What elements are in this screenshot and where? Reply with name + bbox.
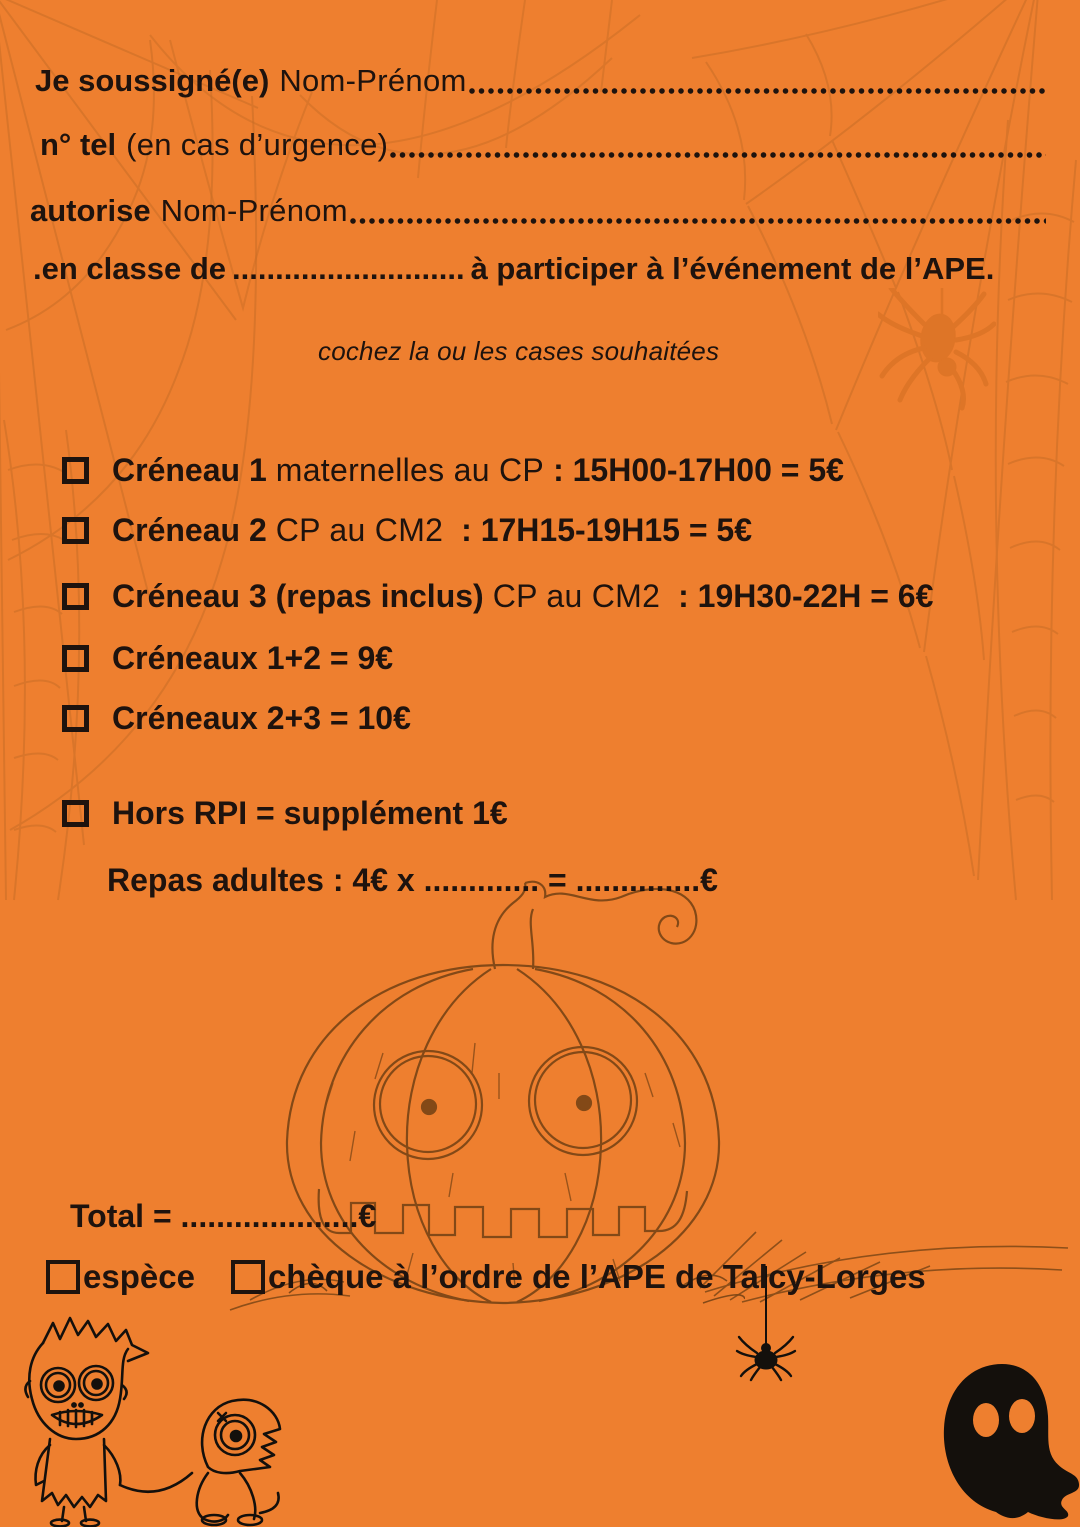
total-line: Total = ....................€ — [70, 1198, 377, 1234]
option-label: Créneaux 2+3 = 10€ — [112, 700, 411, 736]
authorize-label: autorise — [30, 193, 151, 228]
option-row-hors-rpi — [62, 795, 508, 832]
checkbox-creneaux-2-3[interactable] — [62, 705, 89, 732]
zombie-with-pet-icon — [8, 1315, 308, 1527]
phone-hint: (en cas d’urgence) — [126, 127, 389, 162]
form-line-class — [33, 250, 994, 289]
checkbox-creneau-1[interactable] — [62, 457, 89, 484]
phone-label: n° tel — [40, 127, 117, 162]
option-row-creneaux-2-3 — [62, 700, 411, 737]
payment-line — [46, 1258, 926, 1296]
spider-icon — [878, 288, 996, 420]
phone-blank — [390, 152, 1046, 158]
form-line-authorize — [30, 192, 1046, 231]
checkbox-creneau-3[interactable] — [62, 583, 89, 610]
option-detail: CP au CM2 — [492, 578, 661, 614]
checkbox-espece[interactable] — [46, 1260, 80, 1294]
signatory-hint: Nom-Prénom — [279, 63, 467, 98]
option-detail: maternelles au CP — [275, 452, 545, 488]
option-label: Créneau 3 (repas inclus) — [112, 578, 484, 614]
participate-label: à participer à l’événement de l’APE. — [470, 251, 995, 286]
option-row-creneaux-1-2 — [62, 640, 393, 677]
payment-cheque-label: chèque à l’ordre de l’APE de Talcy-Lorges — [267, 1258, 926, 1295]
option-detail: CP au CM2 — [275, 512, 444, 548]
option-label: Repas adultes : 4€ x ............. = ..............€ — [107, 862, 718, 898]
option-label: Créneau 2 — [112, 512, 267, 548]
option-price: : 15H00-17H00 = 5€ — [553, 452, 844, 488]
option-label: Créneaux 1+2 = 9€ — [112, 640, 394, 676]
pumpkin-icon — [263, 873, 745, 1311]
signatory-blank — [469, 88, 1046, 94]
option-row-creneau-1 — [62, 452, 844, 489]
class-label: .en classe de — [33, 251, 227, 286]
class-blank: ........................... — [232, 251, 465, 286]
option-row-repas-adultes — [107, 862, 718, 899]
option-row-creneau-3 — [62, 578, 933, 615]
instruction-text: cochez la ou les cases souhaitées — [318, 336, 720, 366]
authorize-hint: Nom-Prénom — [160, 193, 348, 228]
signatory-label: Je soussigné(e) — [35, 63, 270, 98]
option-label: Créneau 1 — [112, 452, 267, 488]
checkbox-creneaux-1-2[interactable] — [62, 645, 89, 672]
checkbox-creneau-2[interactable] — [62, 517, 89, 544]
option-label: Hors RPI = supplément 1€ — [112, 795, 508, 831]
option-price: : 19H30-22H = 6€ — [669, 578, 934, 614]
option-price: : 17H15-19H15 = 5€ — [452, 512, 752, 548]
checkbox-cheque[interactable] — [231, 1260, 265, 1294]
ghost-icon — [930, 1352, 1080, 1524]
form-line-signatory — [35, 62, 1046, 101]
form-line-phone — [40, 126, 1046, 165]
checkbox-hors-rpi[interactable] — [62, 800, 89, 827]
payment-espece-label: espèce — [83, 1258, 195, 1295]
authorize-blank — [350, 218, 1046, 224]
option-row-creneau-2 — [62, 512, 752, 549]
